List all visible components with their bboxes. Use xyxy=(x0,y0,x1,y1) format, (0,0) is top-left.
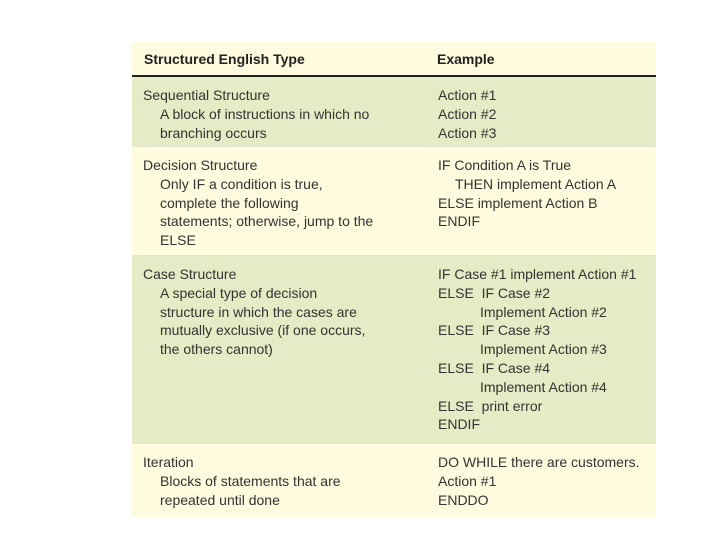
example-line: ELSE IF Case #4 xyxy=(438,359,551,376)
example-line: Action #2 xyxy=(438,105,497,122)
example-line: ELSE print error xyxy=(438,397,543,414)
header-structured-english-type: Structured English Type xyxy=(144,51,305,67)
table-row-sequential xyxy=(132,77,656,146)
example-line: Action #3 xyxy=(438,124,497,141)
example-line: Action #1 xyxy=(438,87,497,103)
table-header xyxy=(132,42,656,77)
structured-english-table xyxy=(132,42,656,516)
example-line: ELSE IF Case #3 xyxy=(438,322,551,339)
type-cell xyxy=(143,156,423,250)
example-line: IF Condition A is True xyxy=(438,157,572,173)
example-cell xyxy=(438,156,652,231)
example-cell xyxy=(438,86,652,142)
type-cell xyxy=(143,453,423,509)
example-line: Implement Action #2 xyxy=(480,303,607,320)
type-title: Iteration xyxy=(143,454,194,470)
table-row-iteration xyxy=(132,443,656,517)
type-desc-line: mutually exclusive (if one occurs, xyxy=(160,322,366,339)
type-desc-line: branching occurs xyxy=(160,124,267,141)
type-desc-line: Only IF a condition is true, xyxy=(160,175,323,192)
example-line: ELSE IF Case #2 xyxy=(438,284,551,301)
type-desc-line: ELSE xyxy=(160,232,196,249)
type-desc-line: the others cannot) xyxy=(160,341,273,358)
type-desc-line: structure in which the cases are xyxy=(160,303,357,320)
example-cell xyxy=(438,453,652,509)
table-row-case xyxy=(132,255,656,444)
type-desc-line: Blocks of statements that are xyxy=(160,472,341,489)
example-line: THEN implement Action A xyxy=(455,175,617,192)
example-line: DO WHILE there are customers. xyxy=(438,454,640,470)
table-row-decision xyxy=(132,146,656,256)
type-cell xyxy=(143,265,423,359)
type-title: Case Structure xyxy=(143,266,237,282)
type-title: Decision Structure xyxy=(143,157,258,173)
example-line: IF Case #1 implement Action #1 xyxy=(438,266,637,282)
type-desc-line: A block of instructions in which no xyxy=(160,105,370,122)
type-cell xyxy=(143,86,423,142)
type-desc-line: A special type of decision xyxy=(160,284,318,301)
type-title: Sequential Structure xyxy=(143,87,270,103)
example-line: ENDIF xyxy=(438,416,480,433)
example-line: ELSE implement Action B xyxy=(438,194,598,211)
example-line: Action #1 xyxy=(438,472,497,489)
type-desc-line: complete the following xyxy=(160,194,299,211)
example-cell xyxy=(438,265,652,434)
type-desc-line: repeated until done xyxy=(160,491,280,508)
example-line: Implement Action #3 xyxy=(480,341,607,358)
example-line: ENDIF xyxy=(438,213,480,230)
example-line: ENDDO xyxy=(438,491,489,508)
example-line: Implement Action #4 xyxy=(480,378,607,395)
header-example: Example xyxy=(437,51,495,67)
type-desc-line: statements; otherwise, jump to the xyxy=(160,213,374,230)
